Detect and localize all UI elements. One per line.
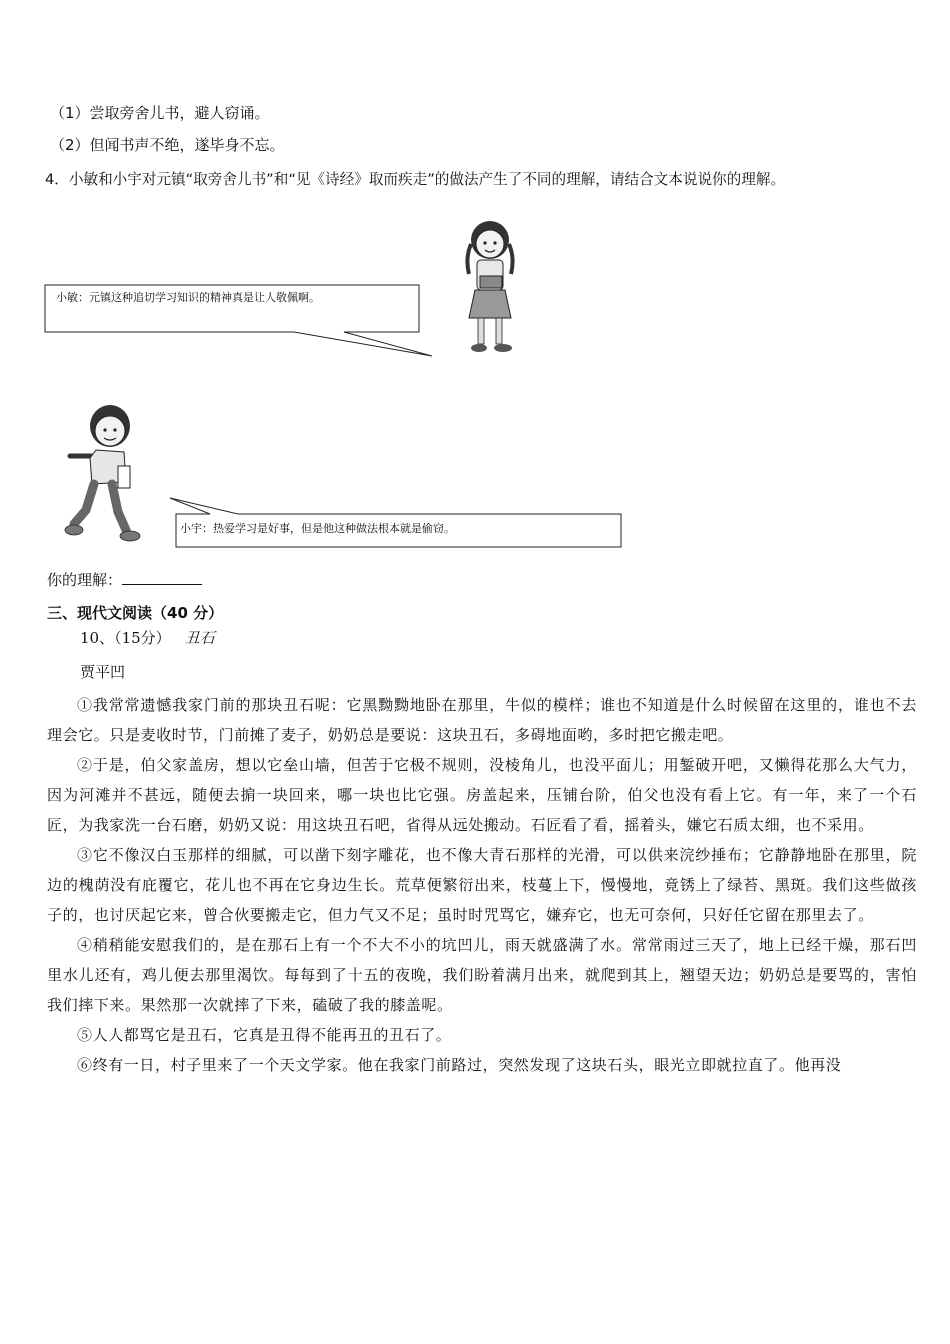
paragraph-2: ②于是，伯父家盖房，想以它垒山墙，但苦于它极不规则，没棱角儿，也没平面儿；用錾破开吧，又懒得花那么大气力，因为河滩并不甚远，随便去掮一块回来，哪一块也比它强。房盖起来，压铺台阶，伯父也没有看上它。有一年，来了一个石匠，为我家洗一台石磨，奶奶又说：用这块丑石吧，省得从远处搬动。石匠看了看，摇着头，嫌它石质太细，也不采用。 xyxy=(47,756,917,834)
q10-label: 10、（15分） xyxy=(80,629,171,647)
paragraph-6: ⑥终有一日，村子里来了一个天文学家。他在我家门前路过，突然发现了这块石头，眼光立即就拉直了。他再没 xyxy=(77,1056,842,1074)
xiaomin-speech: 小敏：元镇这种追切学习知识的精神真是让人敬佩啊。 xyxy=(56,291,320,304)
paragraph-5: ⑤人人都骂它是丑石，它真是丑得不能再丑的丑石了。 xyxy=(77,1026,452,1044)
paragraph-3: ③它不像汉白玉那样的细腻，可以凿下刻字雕花，也不像大青石那样的光滑，可以供来浣纱捶布；它静静地卧在那里，院边的槐荫没有庇覆它，花儿也不再在它身边生长。荒草便繁衍出来，枝蔓上下，慢慢地，竟锈上了绿苔、黑斑。我们这些做孩子的，也讨厌起它来，曾合伙要搬走它，但力气又不足；虽时时咒骂它，嫌弃它，也无可奈何，只好任它留在那里去了。 xyxy=(47,846,917,924)
q4-stem: 4．小敏和小宇对元镇“取旁舍儿书”和“见《诗经》取而疾走”的做法产生了不同的理解，请结合文本说说你的理解。 xyxy=(45,171,786,188)
xiaoyu-speech: 小宇：热爱学习是好事，但是他这种做法根本就是偷窃。 xyxy=(180,522,455,535)
xiaoyu-illustration xyxy=(62,400,146,546)
essay-body xyxy=(47,690,917,1080)
paragraph-1: ①我常常遗憾我家门前的那块丑石呢：它黑黝黝地卧在那里，牛似的模样；谁也不知道是什么时候留在这里的，谁也不去理会它。只是麦收时节，门前摊了麦子，奶奶总是要说：这块丑石，多碍地面哟，多时把它搬走吧。 xyxy=(47,696,917,744)
section-heading: 三、现代文阅读（40 分） xyxy=(47,604,224,622)
q3-item-2: （2）但闻书声不绝，遂毕身不忘。 xyxy=(50,136,285,154)
q10-header xyxy=(80,628,215,648)
answer-label: 你的理解： xyxy=(47,571,123,589)
answer-blank[interactable] xyxy=(122,570,202,585)
essay-author: 贾平凹 xyxy=(80,663,126,681)
xiaomin-illustration xyxy=(455,218,525,356)
q3-item-1: （1）尝取旁舍儿书，避人窃诵。 xyxy=(50,104,270,122)
paragraph-4: ④稍稍能安慰我们的，是在那石上有一个不大不小的坑凹儿，雨天就盛满了水。常常雨过三天了，地上已经干燥，那石凹里水儿还有，鸡儿便去那里渴饮。每每到了十五的夜晚，我们盼着满月出来，就爬到其上，翘望天边；奶奶总是要骂的，害怕我们摔下来。果然那一次就摔了下来，磕破了我的膝盖呢。 xyxy=(47,936,917,1014)
answer-line xyxy=(47,570,202,590)
essay-title: 丑石 xyxy=(184,629,215,647)
